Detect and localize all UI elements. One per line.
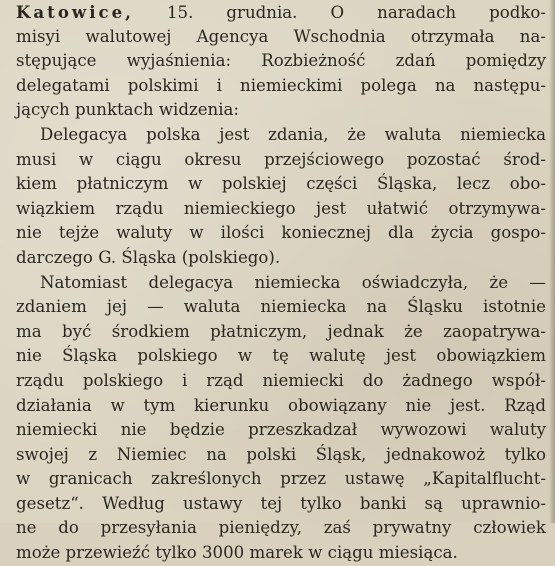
article-line-19: swojej z Niemiec na polski Śląsk, jednakowoż tylko: [16, 444, 546, 464]
article-line-13: zdaniem jej — waluta niemiecka na Śląsku istotnie: [16, 297, 546, 317]
article-line-4: delegatami polskimi i niemieckimi polega na następu-: [16, 75, 546, 95]
article-line-23: może przewieźć tylko 3000 marek w ciągu miesiąca.: [16, 543, 458, 563]
article-line-20: w granicach zakreślonych przez ustawę „Kapitalflucht-: [16, 469, 546, 489]
article-line-17: działania w tym kierunku obowiązany nie jest. Rząd: [16, 395, 546, 415]
article-line-5: jących punktach widzenia:: [16, 100, 240, 120]
article-line-6: Delegacya polska jest zdania, że waluta niemiecka: [40, 124, 546, 144]
article-line-14: ma być środkiem płatniczym, jednak że zaopatrywa-: [16, 321, 546, 341]
article-line-22: ne do przesyłania pieniędzy, zaś prywatny człowiek: [16, 518, 546, 538]
article-line-7: musi w ciągu okresu przejściowego pozostać środ-: [16, 149, 546, 169]
article-line-9: wiązkiem rządu niemieckiego jest ułatwić otrzymywa-: [16, 198, 546, 218]
article-line-1: [16, 0, 546, 25]
article-line-11: darczego G. Śląska (polskiego).: [16, 247, 281, 267]
article-line-1-text: 15. grudnia. O naradach podko-: [133, 3, 546, 22]
article-line-2: misyi walutowej Agencya Wschodnia otrzymała na-: [16, 26, 546, 46]
dateline-city: Katowice,: [16, 2, 134, 22]
article-body: [16, 0, 546, 566]
article-line-15: nie Śląska polskiego w tę walutę jest obowiązkiem: [16, 346, 546, 366]
article-line-12: Natomiast delegacya niemiecka oświadczyła, że —: [40, 272, 546, 292]
article-line-18: niemiecki nie będzie przeszkadzał wywozowi waluty: [16, 420, 546, 440]
paper-edge-shadow: [549, 0, 555, 523]
article-line-16: rządu polskiego i rząd niemiecki do żadnego współ-: [16, 370, 546, 390]
article-line-3: stępujące wyjaśnienia: Rozbieżność zdań pomiędzy: [16, 51, 546, 71]
article-line-10: nie tejże waluty w ilości koniecznej dla życia gospo-: [16, 223, 546, 243]
article-line-21: gesetz“. Według ustawy tej tylko banki są uprawnio-: [16, 493, 546, 513]
article-line-8: kiem płatniczym w polskiej części Śląska, lecz obo-: [16, 174, 546, 194]
